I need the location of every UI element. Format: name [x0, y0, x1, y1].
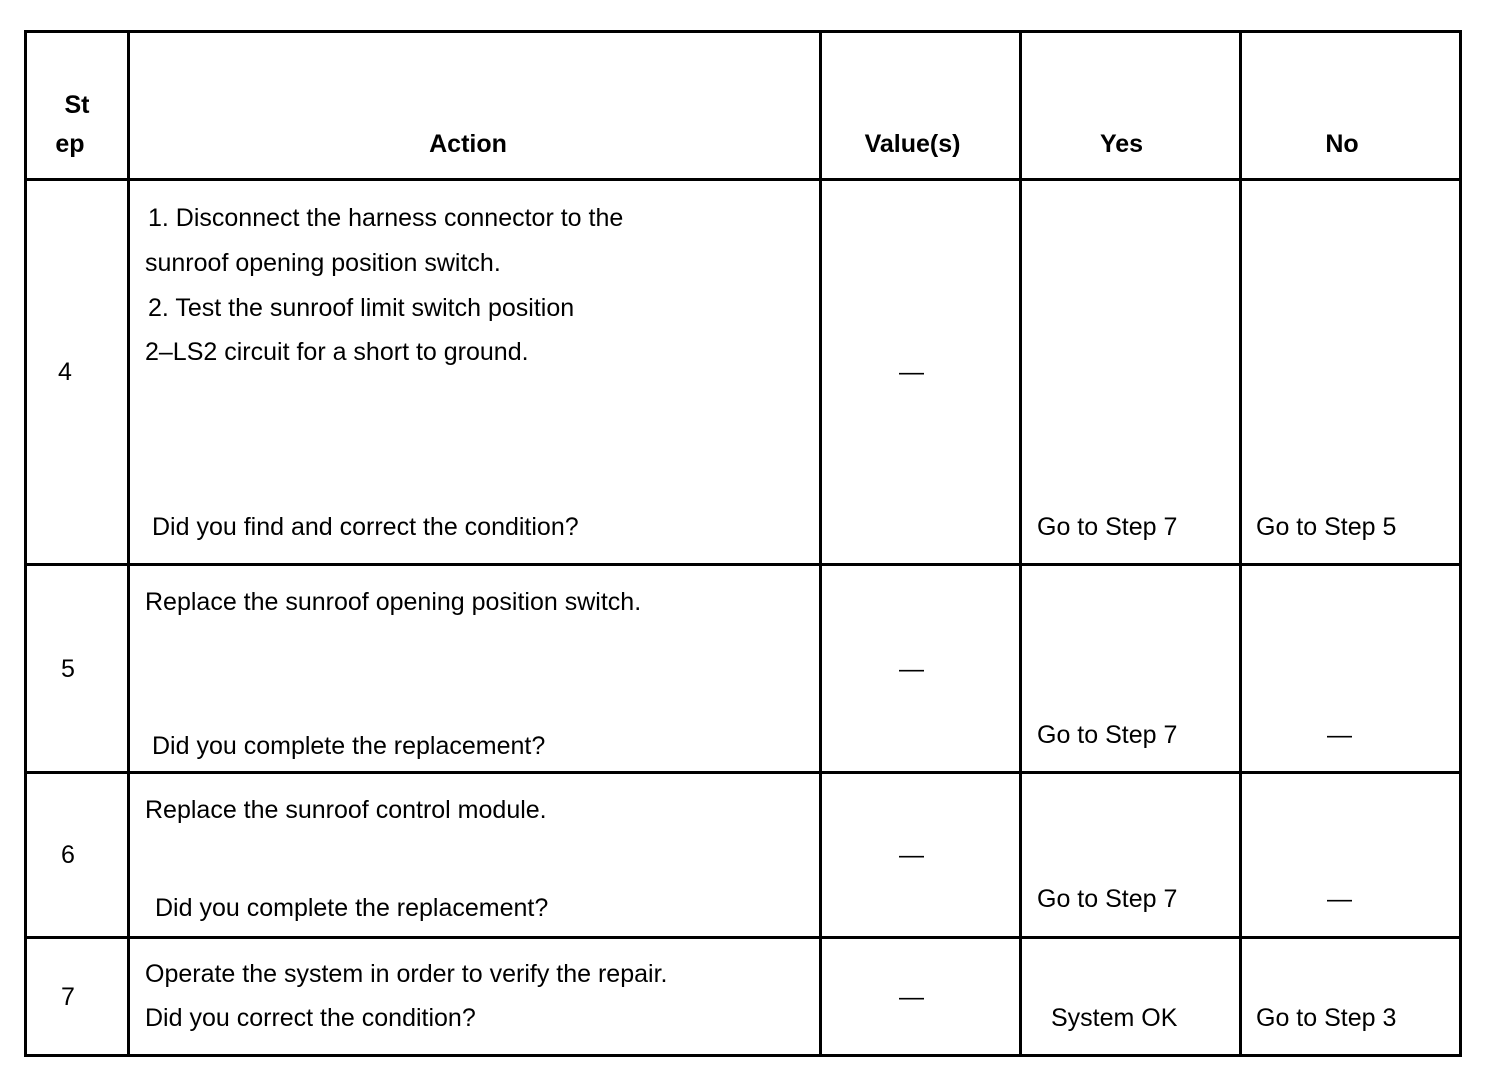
- step-number: 7: [61, 983, 75, 1011]
- row-divider: [27, 771, 1459, 774]
- step-number: 4: [58, 358, 72, 386]
- header-yes: Yes: [1099, 130, 1144, 158]
- no-cell: —: [1327, 721, 1352, 749]
- row-divider: [27, 563, 1459, 566]
- header-no: No: [1325, 130, 1359, 158]
- step-number: 6: [61, 841, 75, 869]
- action-line: Replace the sunroof opening position switch.: [145, 588, 642, 616]
- row-divider: [27, 936, 1459, 939]
- header-step-line2: ep: [55, 130, 85, 158]
- action-line: sunroof opening position switch.: [145, 249, 501, 277]
- action-question: Did you complete the replacement?: [155, 894, 549, 922]
- action-line: 2. Test the sunroof limit switch position: [148, 294, 575, 322]
- action-line: Replace the sunroof control module.: [145, 796, 547, 824]
- column-divider: [1019, 33, 1022, 1054]
- row-divider: [27, 178, 1459, 181]
- yes-cell: Go to Step 7: [1037, 721, 1178, 749]
- step-number: 5: [61, 655, 75, 683]
- action-question: Did you find and correct the condition?: [152, 513, 579, 541]
- value-cell: —: [899, 841, 924, 869]
- value-cell: —: [899, 983, 924, 1011]
- header-action: Action: [429, 130, 507, 158]
- no-cell: —: [1327, 885, 1352, 913]
- header-values: Value(s): [864, 130, 961, 158]
- action-line: Operate the system in order to verify the repair.: [145, 960, 668, 988]
- column-divider: [1239, 33, 1242, 1054]
- no-cell: Go to Step 5: [1256, 513, 1397, 541]
- value-cell: —: [899, 655, 924, 683]
- action-line: 1. Disconnect the harness connector to the: [148, 204, 624, 232]
- yes-cell: Go to Step 7: [1037, 885, 1178, 913]
- value-cell: —: [899, 358, 924, 386]
- column-divider: [819, 33, 822, 1054]
- action-question: Did you correct the condition?: [145, 1004, 476, 1032]
- action-line: 2–LS2 circuit for a short to ground.: [145, 338, 529, 366]
- action-question: Did you complete the replacement?: [152, 732, 546, 760]
- yes-cell: System OK: [1051, 1004, 1178, 1032]
- yes-cell: Go to Step 7: [1037, 513, 1178, 541]
- column-divider: [127, 33, 130, 1054]
- no-cell: Go to Step 3: [1256, 1004, 1397, 1032]
- header-step-line1: St: [64, 91, 90, 119]
